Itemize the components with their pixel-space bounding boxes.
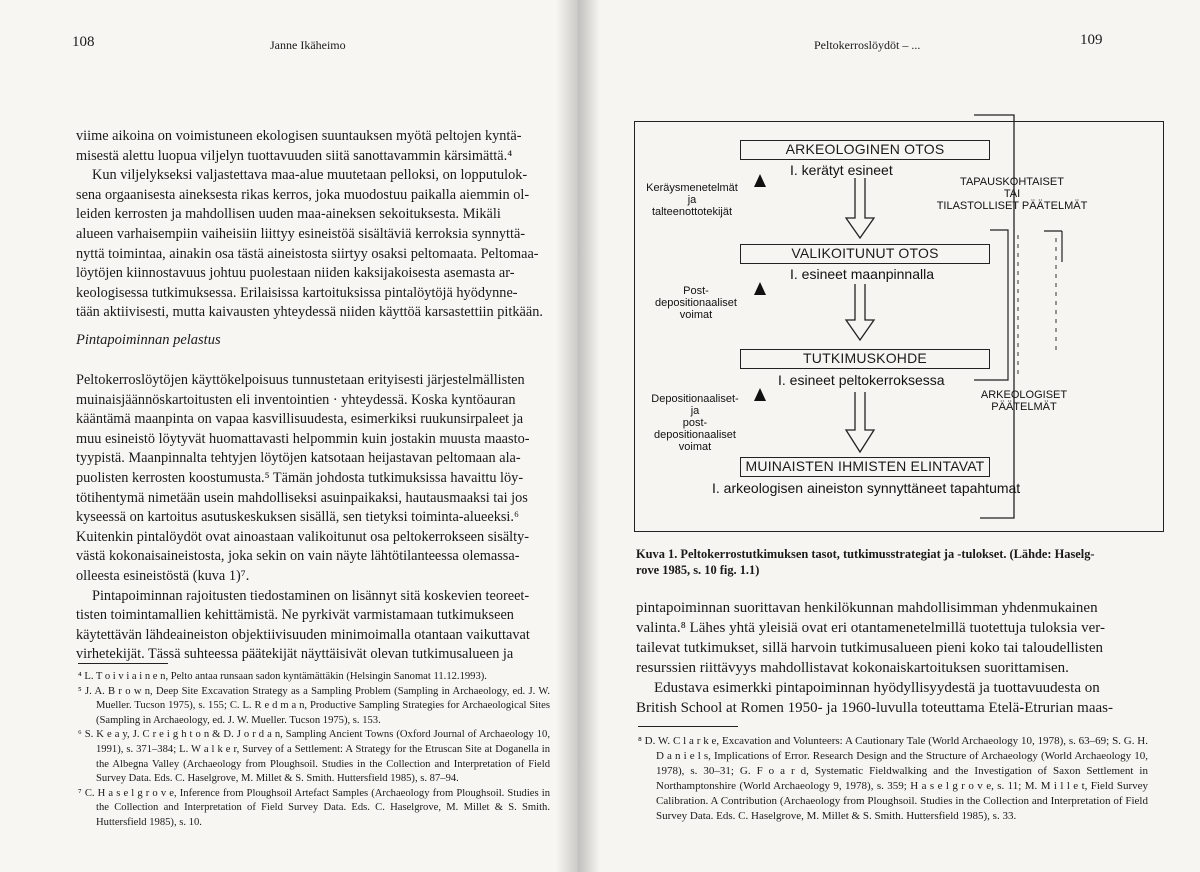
label-keratyt: I. kerätyt esineet: [790, 162, 893, 178]
text-line: voimat: [678, 441, 712, 453]
text-line: PÄÄTELMÄT: [991, 401, 1057, 413]
text-line: resurssien riittävyys mahdollistavat kokonaiskartoituksen suorittamisen.: [636, 660, 1069, 676]
text-line: Keräysmenetelmät: [646, 182, 738, 194]
right-para-1: [636, 598, 1148, 678]
text-line: pintapoiminnan suorittavan henkilökunnan mahdollisimman yhdenmukainen: [636, 600, 1098, 616]
left-para-3: [76, 371, 548, 587]
footnote-7: ⁷ C. H a s e l g r o v e, Inference from Ploughsoil Artefact Samples (Archaeology from Ploughsoil. Studies in the Collection and Interpretation of Field Survey Data. Eds. C. Haselgrove, M. Millet & S. Smith. Huttersfield 1985), s. 10.: [78, 787, 550, 828]
left-para-1: [76, 127, 548, 166]
text-line: käytettävän lähdeaineiston objektiivisuuden minimoimalla otantaan vaikuttavat: [76, 626, 530, 643]
text-line: voimat: [679, 309, 713, 321]
left-body-top: [76, 127, 548, 323]
label-tapahtumat: I. arkeologisen aineiston synnyttäneet tapahtumat: [712, 480, 1021, 496]
text-line: talteenottotekijät: [651, 206, 733, 218]
text-line: kääntämä maanpinta on vapaa kasvillisuudesta, esimerkiksi ruukunsirpaleet ja: [76, 411, 524, 428]
label-arkeologiset-paatelmat: [974, 389, 1074, 413]
gutter-shadow: [556, 0, 578, 872]
label-postdepositionaaliset: [646, 285, 746, 321]
label-tapauskohtaiset: [928, 176, 1096, 212]
figure-caption: [636, 546, 1166, 578]
down-arrow-icon: [846, 284, 874, 340]
text-line: muinaisjäännöskartoitusten eli inventointien · yhteydessä. Koska kyntöauran: [76, 391, 516, 408]
text-line: löytöjen kiinnostavuus johtuu puolestaan niiden kaksijakoisesta asemasta ar-: [76, 265, 515, 282]
text-line: Kuva 1. Peltokerrostutkimuksen tasot, tutkimusstrategiat ja -tulokset. (Lähde: Haselg-: [636, 547, 1095, 561]
text-line: alueen varhaisempiin vaiheisiin liittyy esineistöä sisältäviä kerroksia synnyttä-: [76, 225, 526, 242]
text-line: puolisten kerrosten koostumusta.⁵ Tämän johdosta tutkimuksissa havaittu löy-: [76, 469, 524, 486]
text-line: tisten toimintamallien kehittämistä. Ne pyrkivät varmistamaan tutkimukseen: [76, 607, 514, 624]
text-line: sena orgaanisesta aineksesta rikas kerros, joka muodostuu paikalla aiemmin ol-: [76, 186, 530, 203]
text-line: Peltokerroslöytöjen käyttökelpoisuus tunnustetaan erityisesti järjestelmällisten: [76, 372, 525, 388]
up-triangle-icon: [754, 282, 766, 295]
right-running-head: Peltokerroslöydöt – ...: [814, 38, 921, 52]
text-line: keologisessa tutkimuksessa. Erilaisissa kartoituksissa pintalöytöjä hyödynne-: [76, 284, 518, 301]
text-line: Pintapoiminnan rajoitusten tiedostaminen on lisännyt sitä koskevien teoreet-: [92, 587, 530, 604]
text-line: Kuitenkin pintalöydöt ovat ainoastaan valikoitunut osa peltokerrokseen sisälty-: [76, 528, 530, 545]
text-line: tailevat tutkimukset, sillä harvoin tutkimusalueen pieni koko tai taloudellisten: [636, 640, 1103, 656]
box-valikoitunut-otos: VALIKOITUNUT OTOS: [740, 244, 990, 264]
text-line: tään aktiivisesti, mutta kaivausten yhteydessä niiden käyttöä karsastettiin pitkään.: [76, 304, 543, 321]
text-line: post-: [682, 417, 708, 429]
footnote-rule: [78, 663, 168, 664]
left-para-4: [76, 587, 548, 665]
text-line: olleesta esineistöstä (kuva 1)⁷.: [76, 567, 250, 584]
text-line: nyttä toimintaa, ainakin osa tästä aineistosta siirtyy osaksi peltomaata. Peltomaa-: [76, 245, 539, 262]
text-line: tyypistä. Maanpinnalta tehtyjen löytöjen katsotaan heijastavan peltomaan ala-: [76, 450, 521, 467]
right-page: [578, 0, 1200, 872]
footnote-8: ⁸ D. W. C l a r k e, Excavation and Volunteers: A Cautionary Tale (World Archaeology 10, 1978), s. 63–69; S. G. H. D a n i e l s, Implications of Error. Research Design and the Structure of Archaeology (World Archaeology 10, 1978), s. 30–31; G. F o a r d, Systematic Fieldwalking and the Investigation of Saxon Settlement in Northamptonshire (World Archaeology 9, 1978), s. 359; H a s e l g r o v e, s. 11; M. M i l l e t, Field Survey Calibration. A Contribution (Archaeology from Ploughsoil. Studies in the Collection and Interpretation of Field Survey Data. Eds. C. Haselgrove, M. Millet & S. Smith. Huttersfield 1985), s. 33.: [638, 735, 1148, 822]
text-line: leiden kerrosten ja mahdollisen uuden maa-aineksen sekoituksesta. Mikäli: [76, 206, 501, 223]
text-line: British School at Romen 1950- ja 1960-luvulla toteuttama Etelä-Etrurian maas-: [636, 700, 1113, 716]
footnote-4: ⁴ L. T o i v i a i n e n, Pelto antaa runsaan sadon kyntämättäkin (Helsingin Sanomat 11.12.1993).: [78, 671, 487, 682]
footnote-5: ⁵ J. A. B r o w n, Deep Site Excavation Strategy as a Sampling Problem (Sampling in Archaeology, ed. J. W. Mueller. Tucson 1975), s. 155; C. L. R e d m a n, Productive Sampling Strategies for Archaeological Sites (Sampling in Archaeology, ed. J. W. Mueller. Tucson 1975), s. 153.: [78, 685, 550, 726]
text-line: Depositionaaliset-: [651, 393, 739, 405]
text-line: Edustava esimerkki pintapoiminnan hyödyllisyydestä ja tuottavuudesta on: [654, 680, 1100, 696]
up-triangle-icon: [754, 388, 766, 401]
text-line: ja: [690, 405, 700, 417]
right-page-number: 109: [1080, 32, 1103, 48]
section-heading: Pintapoiminnan pelastus: [76, 332, 221, 348]
box-muinaisten-ihmisten-elintavat: MUINAISTEN IHMISTEN ELINTAVAT: [740, 457, 990, 477]
right-footnotes: [638, 734, 1148, 824]
text-line: TAI: [1003, 188, 1021, 200]
box-tutkimuskohde: TUTKIMUSKOHDE: [740, 349, 990, 369]
text-line: muu esineistö löytyvät huomattavasti helpommin kuin jostakin muusta maasto-: [76, 430, 530, 447]
label-depositionaaliset: [642, 393, 748, 453]
text-line: TAPAUSKOHTAISET: [960, 176, 1064, 188]
label-keraysmenetelmat: [636, 182, 748, 218]
footnote-6: ⁶ S. K e a y, J. C r e i g h t o n & D. J o r d a n, Sampling Ancient Towns (Oxford Journal of Archaeology 10, 1991), s. 371–384; L. W a l k e r, Survey of a Settlement: A Strategy for the Etruscan Site at Doganella in the Albegna Valley (Archaeology from Ploughsoil. Studies in the Collection and Interpretation of Field Survey Data. Eds. C. Haselgrove, M. Millet & S. Smith. Huttersfield 1985), s. 87–94.: [78, 729, 550, 785]
label-peltokerroksessa: I. esineet peltokerroksessa: [778, 372, 945, 388]
down-arrow-icon: [846, 178, 874, 238]
left-body-main: [76, 371, 548, 665]
right-body: [636, 598, 1148, 718]
left-para-2: [76, 166, 548, 323]
right-para-2: [636, 678, 1148, 718]
text-line: TILASTOLLISET PÄÄTELMÄT: [936, 200, 1088, 212]
text-line: ja: [687, 194, 697, 206]
text-line: depositionaaliset: [655, 297, 737, 309]
text-line: depositionaaliset: [654, 429, 736, 441]
text-line: viime aikoina on voimistuneen ekologisen suuntauksen myötä peltojen kyntä-: [76, 128, 522, 144]
left-page: [0, 0, 578, 872]
text-line: ARKEOLOGISET: [980, 389, 1068, 401]
text-line: kyseessä on kartoitus asutuskeskuksen sisällä, sen tietyksi toiminta-alueeksi.⁶: [76, 509, 519, 526]
text-line: rove 1985, s. 10 fig. 1.1): [636, 563, 760, 577]
left-running-head: Janne Ikäheimo: [270, 38, 346, 52]
up-triangle-icon: [754, 174, 766, 187]
text-line: valinta.⁸ Lähes yhtä yleisiä ovat eri otantamenetelmillä tuotettuja tuloksia ver-: [636, 620, 1105, 636]
text-line: tötihentymä nimetään usein mahdolliseksi asuinpaikaksi, hautausmaaksi tai jos: [76, 489, 528, 506]
text-line: Kun viljelykseksi valjastettava maa-alue muutetaan pelloksi, on lopputulok-: [92, 167, 528, 184]
left-footnotes: [78, 670, 550, 831]
box-arkeologinen-otos: ARKEOLOGINEN OTOS: [740, 140, 990, 160]
text-line: Post-: [683, 285, 709, 297]
text-line: virhetekijät. Tässä suhteessa päätekijät näyttäisivät olevan tutkimusalueen ja: [76, 646, 514, 663]
label-maanpinnalla: I. esineet maanpinnalla: [790, 266, 934, 282]
footnote-rule: [638, 726, 738, 727]
left-page-number: 108: [72, 34, 95, 50]
text-line: västä kokonaisaineistosta, joka sekin on vain näyte lähtötilanteessa olemassa-: [76, 548, 520, 565]
text-line: misestä alettu luopua viljelyn tuottavuuden siitä sanottavammin kärsimättä.⁴: [76, 147, 513, 164]
down-arrow-icon: [846, 392, 874, 452]
